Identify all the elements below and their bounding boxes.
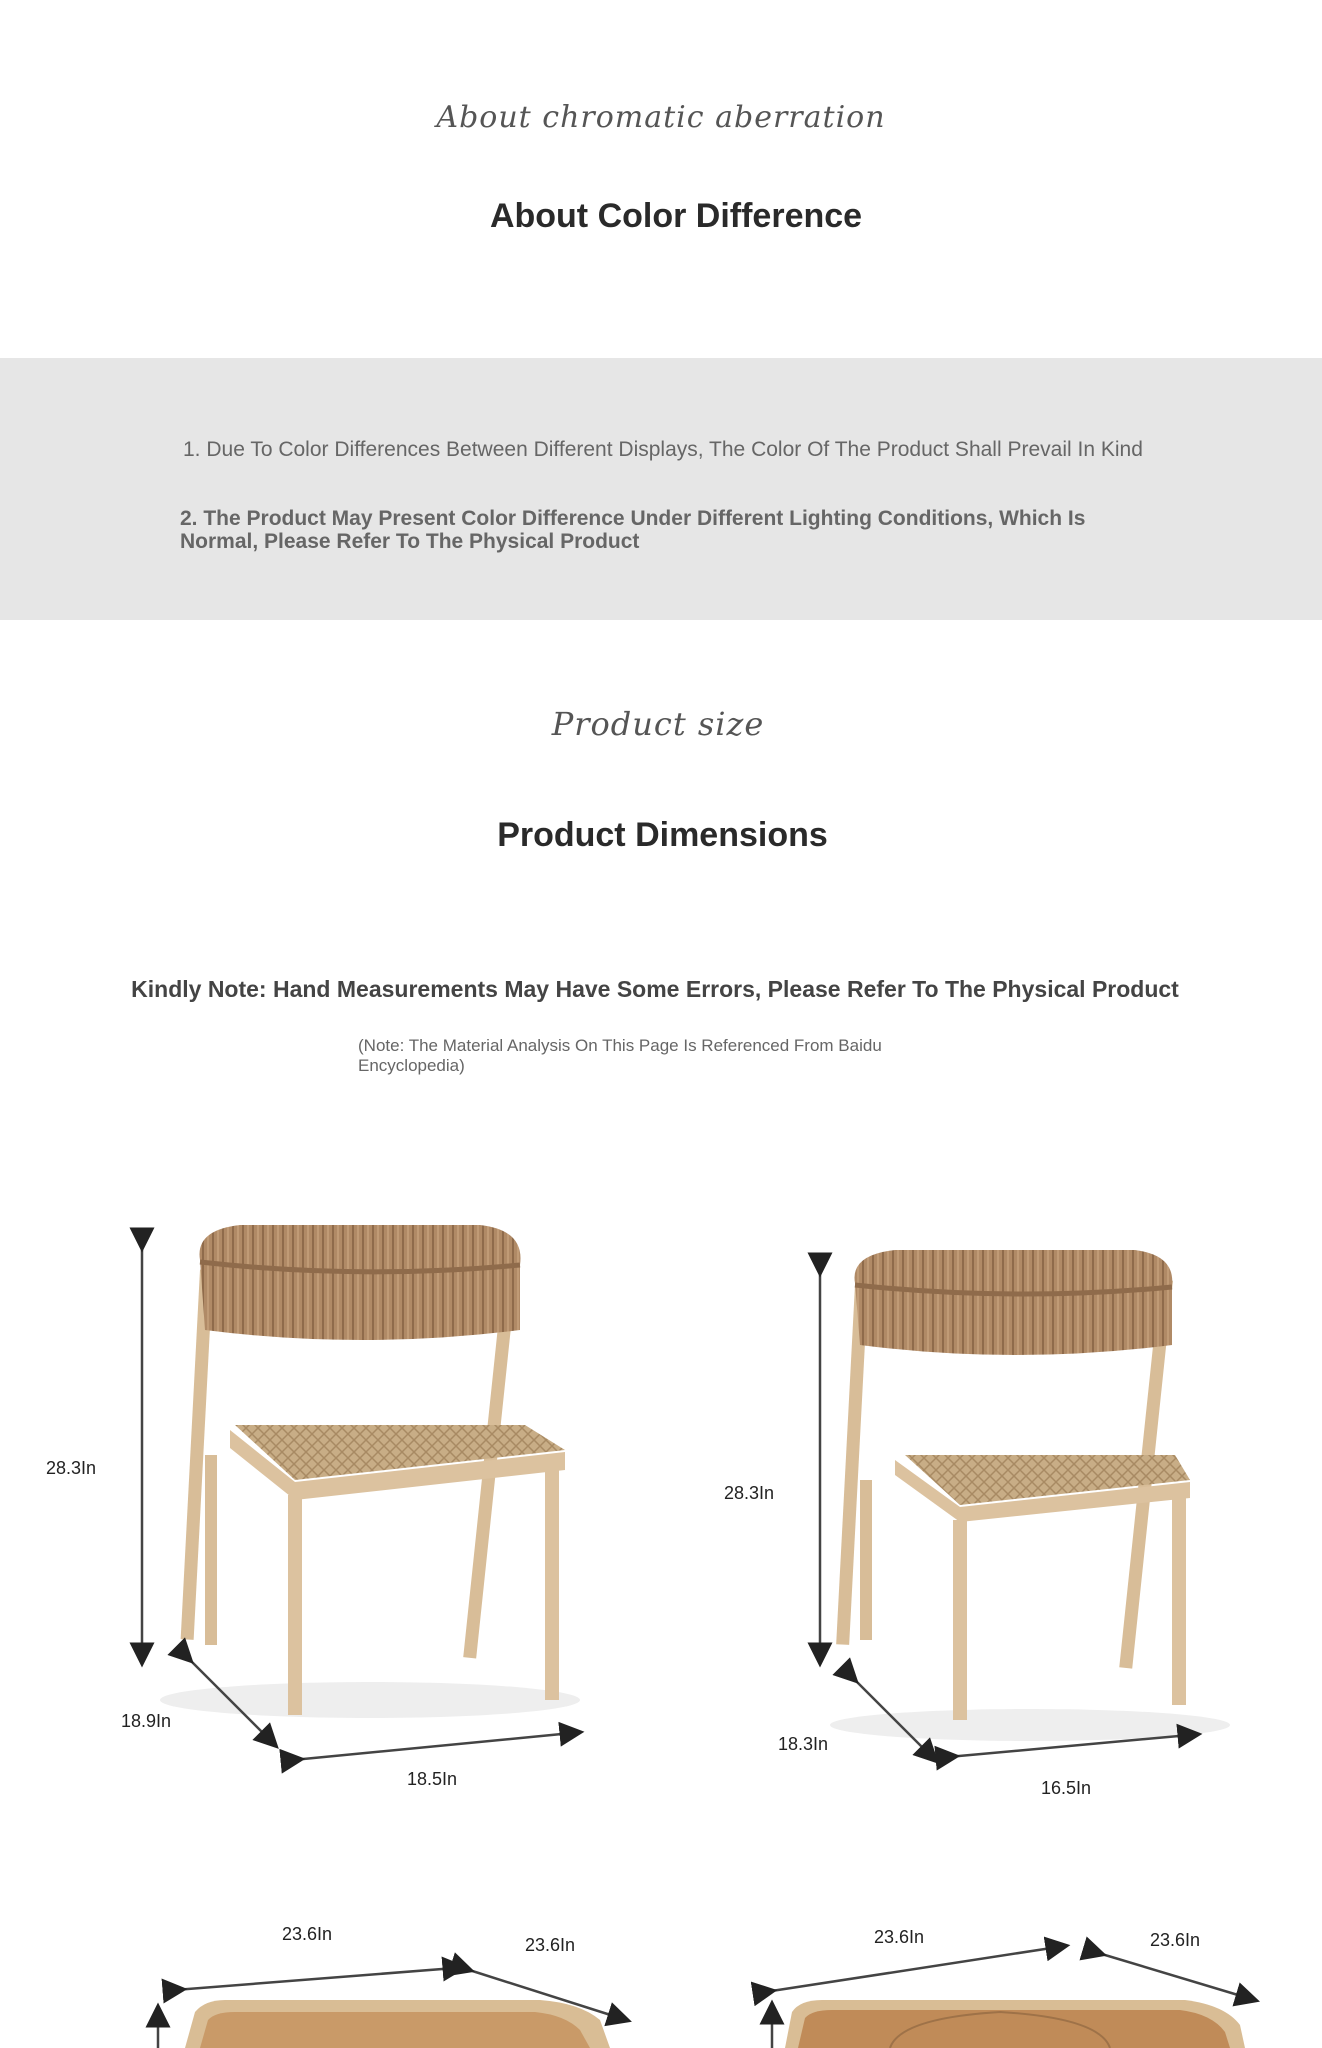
left-table <box>158 1968 620 2048</box>
material-note: (Note: The Material Analysis On This Page Is Referenced From Baidu Encyclopedia) <box>358 1036 882 1075</box>
left-chair <box>142 1225 580 1760</box>
right-table-depth-label: 23.6In <box>1150 1930 1201 1950</box>
left-chair-depth-label: 18.9In <box>121 1711 172 1731</box>
right-chair-height-label: 28.3In <box>724 1483 775 1503</box>
color-difference-title: About Color Difference <box>489 197 863 235</box>
left-table-width-label: 23.6In <box>282 1924 333 1944</box>
script-title-product-size: Product size <box>551 705 765 743</box>
kindly-note: Kindly Note: Hand Measurements May Have Some Errors, Please Refer To The Physical Product <box>131 976 1179 1002</box>
color-note-1: 1. Due To Color Differences Between Different Displays, The Color Of The Product Shall Prevail In Kind <box>183 438 1143 461</box>
left-chair-width-label: 18.5In <box>407 1769 458 1789</box>
left-chair-height-label: 28.3In <box>46 1458 97 1478</box>
right-chair <box>820 1250 1230 1757</box>
product-dimensions-title: Product Dimensions <box>497 816 828 854</box>
script-title-chromatic: About chromatic aberration <box>436 100 886 135</box>
color-note-2: 2. The Product May Present Color Difference Under Different Lighting Conditions, Which Is Normal, Please Refer To The Physical Product <box>180 507 1086 553</box>
right-table <box>765 1947 1248 2048</box>
left-table-depth-label: 23.6In <box>525 1935 576 1955</box>
right-table-width-label: 23.6In <box>874 1927 925 1947</box>
right-chair-depth-label: 18.3In <box>778 1734 829 1754</box>
right-chair-width-label: 16.5In <box>1041 1778 1092 1798</box>
